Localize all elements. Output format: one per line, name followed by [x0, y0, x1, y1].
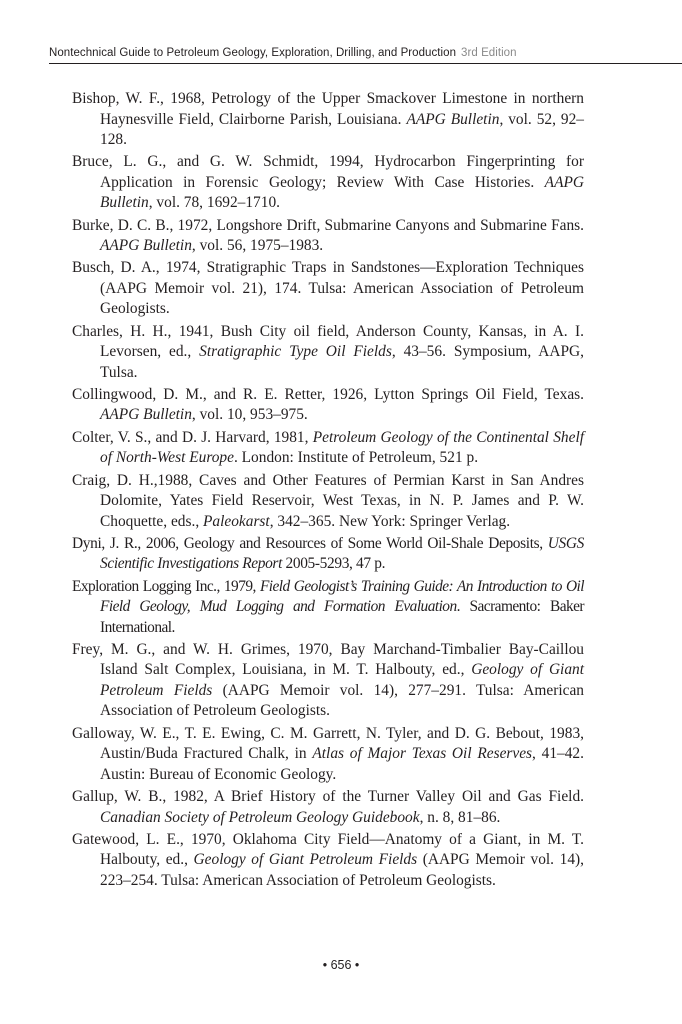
reference-text: Bruce, L. G., and G. W. Schmidt, 1994, Hydrocarbon Fingerprinting for Application in Forensic Geology; Review With Case Histories. — [72, 153, 584, 191]
reference-text: Frey, M. G., and W. H. Grimes, 1970, Bay Marchand-Timbalier Bay-Caillou Island Salt Complex, Louisiana, in M. T. Halbouty, ed., — [72, 640, 584, 679]
book-title: Nontechnical Guide to Petroleum Geology, Exploration, Drilling, and Production — [49, 47, 457, 59]
reference-italic-title: Geology of Giant Petroleum Fields — [193, 851, 418, 869]
reference-italic-title: USGS Scientific Investigations Report — [100, 534, 584, 573]
reference-text: (AAPG Memoir vol. 14), 223–254. Tulsa: American Association of Petroleum Geologists. — [100, 851, 584, 889]
reference-entry — [72, 89, 584, 151]
reference-entry — [72, 724, 584, 786]
reference-entry — [72, 322, 584, 384]
reference-text: . Sacramento: Baker International. — [100, 598, 585, 636]
reference-text: , 43–56. Symposium, AAPG, Tulsa. — [100, 343, 585, 381]
reference-entry — [72, 216, 584, 257]
reference-italic-title: Field Geologist’s Training Guide: An Introduction to Oil Field Geology, Mud Logging and Formation Evaluation — [100, 577, 584, 616]
reference-entry — [72, 385, 584, 426]
reference-italic-title: Petroleum Geology of the Continental Shelf of North-West Europe — [100, 428, 585, 467]
reference-entry — [72, 471, 584, 533]
reference-text: (AAPG Memoir vol. 14), 277–291. Tulsa: American Association of Petroleum Geologists. — [100, 681, 584, 720]
reference-italic-title: Geology of Giant Petroleum Fields — [100, 661, 584, 699]
reference-italic-title: Paleokarst — [203, 512, 270, 530]
reference-entry — [72, 428, 584, 469]
reference-text: 2005-5293, 47 p. — [282, 555, 386, 573]
reference-italic-title: Stratigraphic Type Oil Fields — [199, 343, 392, 361]
reference-italic-title: Atlas of Major Texas Oil Reserves — [312, 745, 533, 763]
reference-text: , vol. 78, 1692–1710. — [148, 194, 280, 212]
reference-text: , n. 8, 81–86. — [419, 808, 501, 826]
reference-text: Gatewood, L. E., 1970, Oklahoma City Field—Anatomy of a Giant, in M. T. Halbouty, ed., — [72, 830, 584, 869]
reference-entry — [72, 640, 584, 722]
reference-text: Collingwood, D. M., and R. E. Retter, 1926, Lytton Springs Oil Field, Texas. — [72, 385, 584, 403]
reference-entry — [72, 830, 584, 892]
reference-text: Galloway, W. E., T. E. Ewing, C. M. Garrett, N. Tyler, and D. G. Bebout, 1983, Austin/Buda Fractured Chalk, in — [72, 724, 584, 763]
reference-italic-title: AAPG Bulletin — [100, 237, 192, 255]
reference-italic-title: AAPG Bulletin — [100, 406, 192, 424]
reference-text: , vol. 56, 1975–1983. — [191, 237, 324, 255]
reference-text: , 41–42. Austin: Bureau of Economic Geology. — [100, 745, 584, 783]
reference-text: Charles, H. H., 1941, Bush City oil field, Anderson County, Kansas, in A. I. Levorsen, ed., — [72, 322, 584, 361]
reference-text: , vol. 52, 92–128. — [100, 110, 584, 148]
reference-text: Dyni, J. R., 2006, Geology and Resources of Some World Oil-Shale Deposits, — [72, 534, 548, 552]
edition-label: 3rd Edition — [461, 47, 517, 59]
reference-entry — [72, 577, 584, 639]
reference-text: Busch, D. A., 1974, Stratigraphic Traps in Sandstones—Exploration Techniques (AAPG Memoir vol. 21), 174. Tulsa: American Association of Petroleum Geologists. — [72, 259, 584, 318]
reference-text: Bishop, W. F., 1968, Petrology of the Upper Smackover Limestone in northern Haynesville Field, Clairborne Parish, Louisiana. — [72, 90, 584, 128]
reference-entry — [72, 152, 584, 214]
reference-italic-title: AAPG Bulletin — [100, 173, 584, 212]
reference-text: Exploration Logging Inc., 1979, — [72, 577, 260, 595]
running-header — [49, 47, 682, 64]
reference-italic-title: Canadian Society of Petroleum Geology Guidebook — [100, 808, 420, 826]
reference-text: Burke, D. C. B., 1972, Longshore Drift, Submarine Canyons and Submarine Fans. — [72, 216, 584, 234]
reference-text: . London: Institute of Petroleum, 521 p. — [233, 449, 479, 467]
reference-entry — [72, 534, 584, 575]
page-number: • 656 • — [322, 958, 360, 972]
reference-text: Colter, V. S., and D. J. Harvard, 1981, — [72, 428, 313, 446]
reference-entry — [72, 787, 584, 828]
reference-italic-title: AAPG Bulletin — [406, 110, 500, 128]
reference-text: Gallup, W. B., 1982, A Brief History of the Turner Valley Oil and Gas Field. — [72, 788, 584, 806]
reference-list — [72, 89, 584, 893]
reference-entry — [72, 258, 584, 320]
reference-text: Craig, D. H.,1988, Caves and Other Features of Permian Karst in San Andres Dolomite, Yates Field Reservoir, West Texas, in N. P. James and P. W. Choquette, eds., — [72, 471, 584, 530]
reference-text: , vol. 10, 953–975. — [191, 406, 308, 424]
reference-text: , 342–365. New York: Springer Verlag. — [269, 512, 511, 530]
